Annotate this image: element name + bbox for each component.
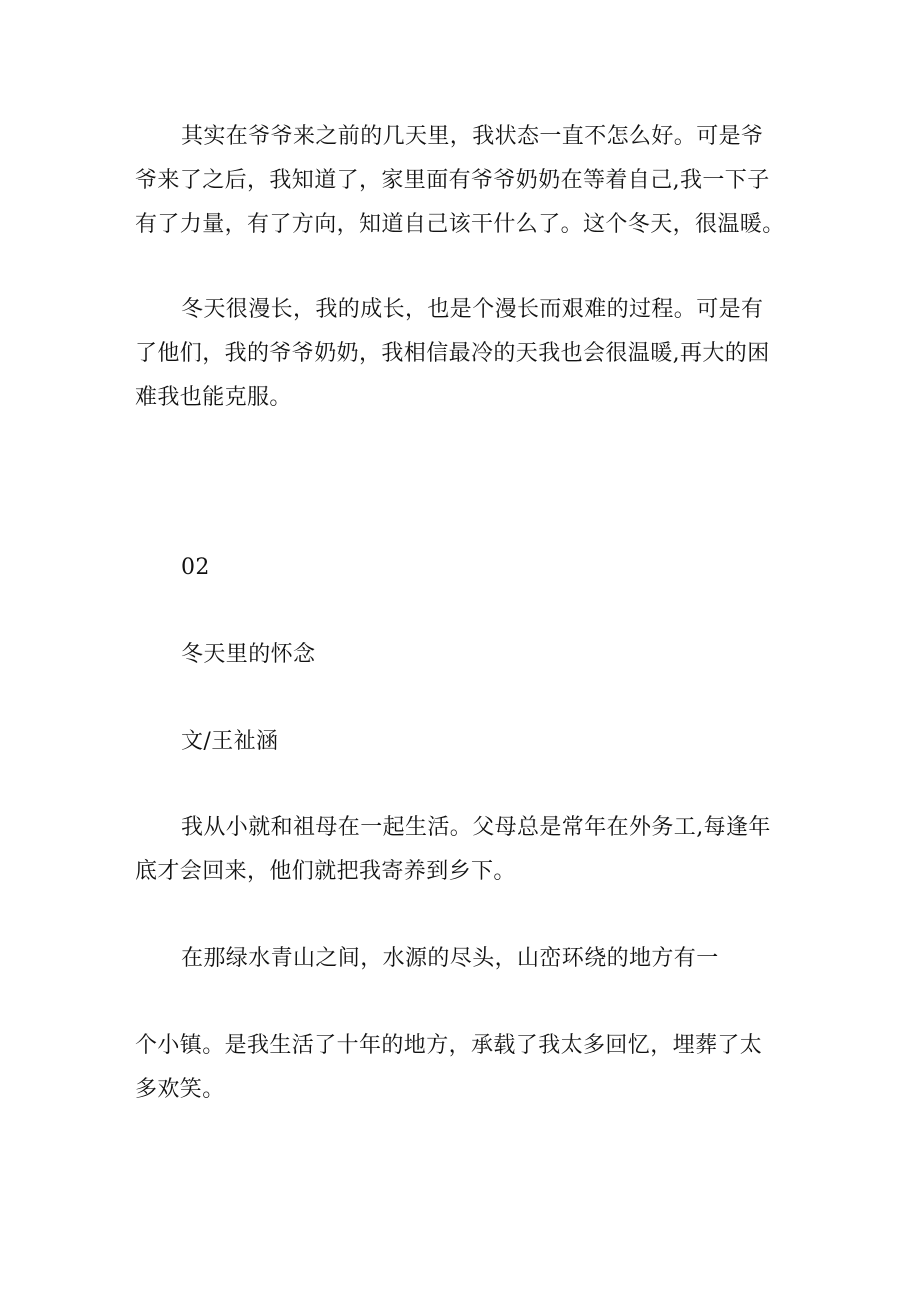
paragraph-line: 在那绿水青山之间，水源的尽头，山峦环绕的地方有一 <box>181 946 719 971</box>
paragraph-line: 其实在爷爷来之前的几天里，我状态一直不怎么好。可是爷 <box>181 124 764 149</box>
section-number: 02 <box>181 555 210 580</box>
paragraph-line: 了他们，我的爷爷奶奶，我相信最冷的天我也会很温暖,再大的困 <box>135 341 770 366</box>
paragraph-line: 难我也能克服。 <box>135 385 292 410</box>
paragraph-line: 爷来了之后，我知道了，家里面有爷爷奶奶在等着自己,我一下子 <box>135 168 770 193</box>
paragraph-line: 个小镇。是我生活了十年的地方，承载了我太多回忆，埋葬了太 <box>135 1033 763 1058</box>
paragraph-line: 冬天很漫长，我的成长，也是个漫长而艰难的过程。可是有 <box>181 297 764 322</box>
paragraph-line: 有了力量，有了方向，知道自己该干什么了。这个冬天，很温暖。 <box>135 212 785 237</box>
paragraph-line: 我从小就和祖母在一起生活。父母总是常年在外务工,每逢年 <box>181 815 771 840</box>
paragraph-line: 底才会回来，他们就把我寄养到乡下。 <box>135 859 516 884</box>
article-author: 文/王祉涵 <box>181 729 279 754</box>
article-title: 冬天里的怀念 <box>181 642 316 667</box>
paragraph-line: 多欢笑。 <box>135 1077 225 1102</box>
